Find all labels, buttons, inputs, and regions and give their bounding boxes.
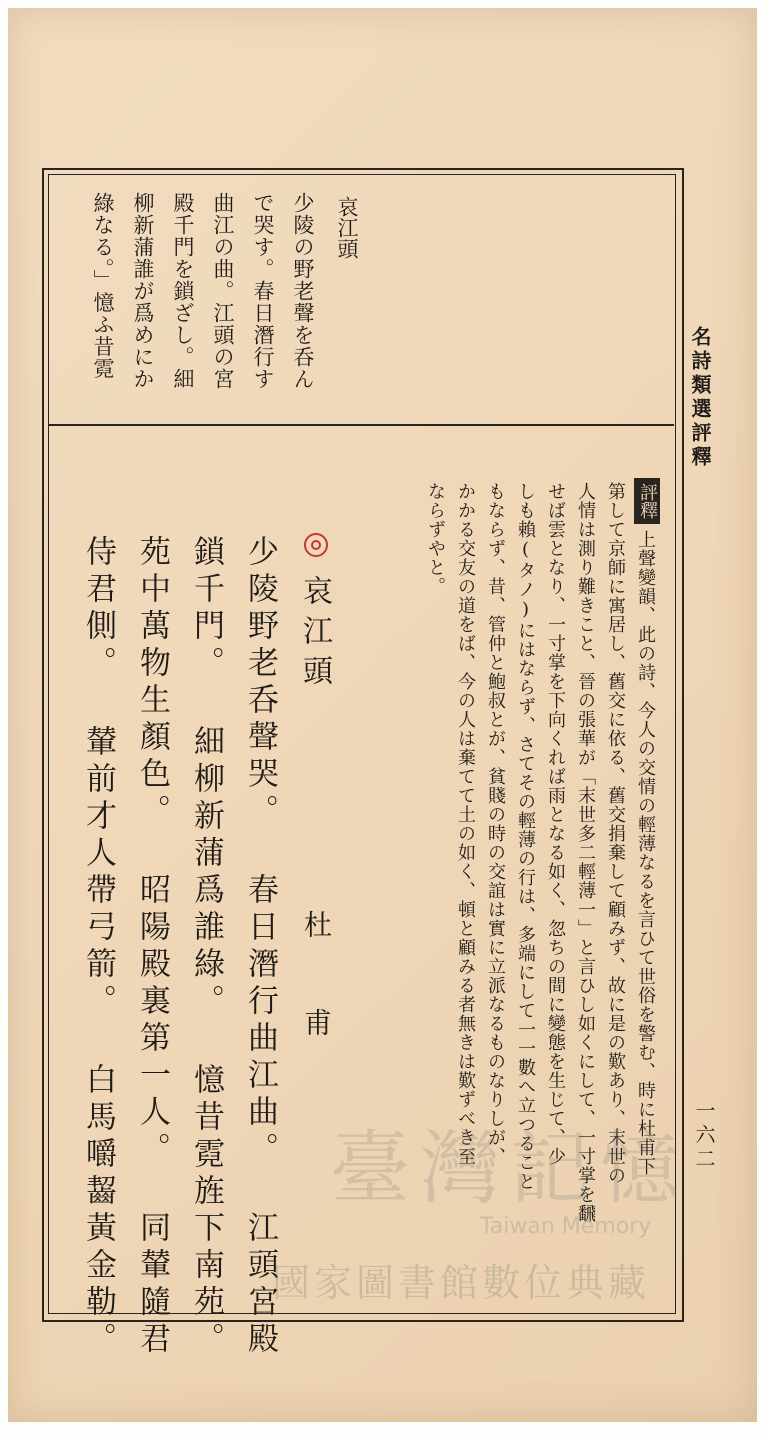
poem-title: 哀江頭 (297, 575, 332, 695)
commentary-line: ならずやと。 (425, 482, 446, 596)
reading-line: 綠なる。」憶ふ昔霓 (91, 192, 115, 380)
watermark-english: Taiwan Memory (480, 1214, 652, 1239)
reading-line: で哭す。春日潛行す (251, 192, 275, 390)
commentary-line: もならず、昔、管仲と鮑叔とが、貧賤の時の交誼は實に立派なるものなりしが、 (485, 482, 506, 1166)
reading-line: 殿千門を鎖ざし。細 (171, 192, 195, 390)
reading-line: 曲江の曲。江頭の宮 (211, 192, 235, 390)
poem-line: 侍君側。 輦前才人帶弓箭。 白馬嚼齧黃金勒。 (80, 535, 116, 1359)
poem-marker-icon (304, 533, 328, 557)
reading-line: 少陵の野老聲を呑ん (291, 192, 315, 390)
poem-line: 少陵野老呑聲哭。 春日潛行曲江曲。 江頭宮殿 (242, 535, 278, 1359)
frame-divider (48, 424, 674, 426)
reading-line: 柳新蒲誰が爲めにか (131, 192, 155, 390)
commentary-line: しも賴(タノ)にはならず、さてその輕薄の行は、多端にして一一數へ立つること (515, 482, 536, 1191)
commentary-line: 人情は測り難きこと、晉の張華が「末世多二輕薄一」と言ひし如くにして、一寸掌を飜 (575, 482, 596, 1223)
running-title: 名詩類選評釋 (688, 326, 712, 470)
poem-line: 苑中萬物生顏色。 昭陽殿裏第一人。 同輦隨君 (134, 535, 170, 1359)
commentary-line: 第して京師に寓居し、舊交に依る、舊交捐棄して顧みず、故に是の歎あり、末世の (605, 482, 626, 1185)
reading-box-title: 哀江頭 (335, 196, 359, 259)
commentary-line: せば雲となり、一寸掌を下向くれば雨となる如く、忽ちの間に變態を生じて、少 (545, 482, 566, 1166)
watermark-institution: 國家圖書館數位典藏 (272, 1261, 651, 1305)
page-number: 一六二 (692, 1100, 716, 1172)
commentary-line: かかる交友の道をば、今の人は棄てて土の如く、頓と顧みる者無きは歎ずべき至 (455, 482, 476, 1166)
poem-author: 杜甫 (300, 910, 333, 1106)
watermark-logo: 臺灣記憶 (330, 1122, 690, 1215)
poem-line: 鎖千門。 細柳新蒲爲誰綠。 憶昔霓旌下南苑。 (188, 535, 224, 1359)
commentary-label: 評釋 (634, 478, 660, 524)
commentary-line: 上聲變韻、此の詩、今人の交情の輕薄なるを言ひて世俗を警む、時に杜甫下 (635, 530, 656, 1176)
